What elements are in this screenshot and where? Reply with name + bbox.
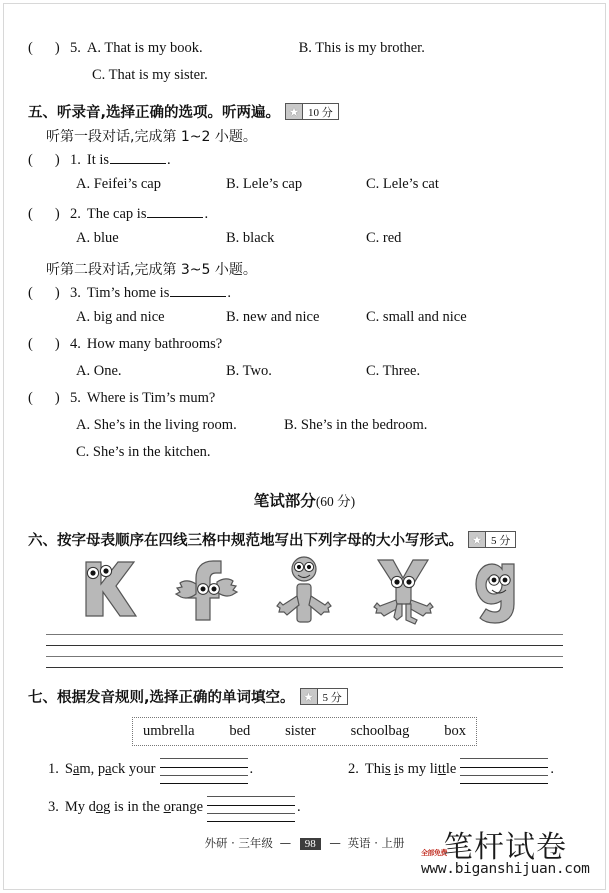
option-2-c: C. red — [366, 230, 402, 246]
cartoon-letter-g — [460, 556, 544, 626]
watermark-brand: 笔杆试卷 — [443, 830, 567, 865]
question-stem-1: It is — [86, 151, 110, 168]
section-seven-score-badge — [300, 688, 348, 705]
section-six-score-value: 5 分 — [491, 534, 511, 547]
watermark — [421, 825, 601, 877]
question-row-5 — [28, 390, 581, 415]
answer-bracket-4[interactable]: ( ) — [28, 336, 60, 352]
question-stem-tail-2: . — [204, 205, 209, 222]
carryover-option-c: C. That is my sister. — [92, 67, 208, 83]
page-number: 98 — [300, 838, 321, 850]
grid-line-4 — [46, 667, 563, 668]
fill-blank-1[interactable] — [160, 758, 248, 784]
grid-line-3 — [46, 656, 563, 657]
star-icon: ★ — [301, 689, 318, 704]
fill-row-1 — [48, 758, 561, 778]
cartoon-letter-y — [361, 556, 445, 626]
question-stem-3: Tim’s home is — [86, 284, 170, 301]
section-six-header — [28, 529, 581, 550]
question-stem-5: Where is Tim’s mum? — [86, 390, 216, 406]
question-row-3 — [28, 282, 581, 307]
cartoon-letter-i — [262, 556, 346, 626]
fill-item-2 — [348, 758, 554, 778]
section-six-heading: 六、按字母表顺序在四线三格中规范地写出下列字母的大小写形式。 — [28, 533, 463, 549]
carryover-question-row — [28, 40, 581, 65]
star-icon: ★ — [469, 532, 486, 547]
section-five-score-value: 10 分 — [308, 106, 333, 119]
answer-bracket-1[interactable]: ( ) — [28, 151, 60, 168]
carryover-option-c-row — [28, 67, 581, 92]
option-1-a: A. Feifei’s cap — [76, 176, 161, 192]
options-row-3 — [28, 309, 581, 334]
section-six-score-badge — [468, 531, 516, 548]
question-stem-tail-3: . — [227, 284, 231, 301]
word-bank-item[interactable]: schoolbag — [350, 723, 410, 739]
section-five-score-badge — [285, 103, 339, 120]
fill-blank-2[interactable] — [460, 758, 548, 784]
question-number-2: 2. — [70, 205, 81, 222]
question-stem-2: The cap is — [86, 205, 147, 222]
question-stem-tail-1: . — [167, 151, 171, 168]
star-icon: ★ — [286, 104, 303, 119]
cartoon-letters-row — [28, 554, 581, 626]
fill-item-number-3: 3. — [48, 799, 59, 815]
fill-item-tail-2: . — [550, 761, 554, 777]
option-5-a: A. She’s in the living room. — [76, 417, 237, 433]
option-1-c: C. Lele’s cat — [366, 176, 439, 192]
fill-in-blank-items — [28, 758, 581, 816]
cartoon-letter-f — [164, 556, 248, 626]
watermark-free-label: 全部免费 — [421, 849, 447, 857]
word-bank — [132, 717, 477, 746]
options-row-5 — [28, 417, 581, 442]
options-row-4 — [28, 363, 581, 388]
option-5-b: B. She’s in the bedroom. — [284, 417, 428, 433]
written-part-title — [28, 489, 581, 511]
fill-row-2 — [48, 796, 561, 816]
question-blank-1[interactable] — [110, 149, 166, 164]
written-part-title-zh: 笔试部分 — [253, 492, 316, 510]
answer-bracket[interactable]: ( ) — [28, 40, 60, 56]
fill-item-tail-3: . — [297, 799, 301, 815]
carryover-option-b: B. This is my brother. — [298, 40, 425, 56]
section-seven-header — [28, 686, 581, 707]
question-blank-2[interactable] — [147, 203, 203, 218]
fill-item-number-1: 1. — [48, 761, 59, 777]
option-4-a: A. One. — [76, 363, 122, 379]
fill-item-1 — [48, 758, 348, 778]
cartoon-letter-k — [65, 556, 149, 626]
carryover-option-a: A. That is my book. — [86, 40, 203, 56]
question-number-1: 1. — [70, 151, 81, 168]
word-bank-item[interactable]: bed — [229, 723, 251, 739]
question-stem-4: How many bathrooms? — [86, 336, 223, 352]
fill-item-tail-1: . — [249, 761, 254, 777]
section-five-subinstruction-1: 听第一段对话,完成第 1~2 小题。 — [46, 129, 257, 145]
fill-item-number-2: 2. — [348, 761, 359, 777]
section-seven-score-value: 5 分 — [322, 691, 342, 704]
option-3-a: A. big and nice — [76, 309, 165, 325]
question-number-3: 3. — [70, 284, 81, 301]
option-4-c: C. Three. — [366, 363, 421, 379]
options-row-2 — [28, 230, 581, 255]
option-5-c: C. She’s in the kitchen. — [76, 444, 211, 460]
question-blank-3[interactable] — [170, 282, 226, 297]
option-3-b: B. new and nice — [226, 309, 320, 325]
section-five-subinstruction-2: 听第二段对话,完成第 3~5 小题。 — [46, 262, 257, 278]
answer-bracket-5[interactable]: ( ) — [28, 390, 60, 406]
answer-bracket-2[interactable]: ( ) — [28, 205, 60, 222]
written-part-title-score: (60 分) — [315, 494, 356, 509]
section-five-heading: 五、听录音,选择正确的选项。听两遍。 — [28, 105, 281, 121]
section-five-header — [28, 101, 581, 122]
answer-bracket-3[interactable]: ( ) — [28, 284, 60, 301]
grid-line-2 — [46, 645, 563, 646]
section-seven-heading: 七、根据发音规则,选择正确的单词填空。 — [28, 690, 295, 706]
option-3-c: C. small and nice — [366, 309, 467, 325]
question-row-1 — [28, 149, 581, 174]
fill-item-text-2: This is my little — [364, 761, 457, 777]
question-row-2 — [28, 203, 581, 228]
footer-textbook: 外研 · 三年级 — [204, 836, 273, 850]
fill-item-3 — [48, 796, 301, 816]
option-2-b: B. black — [226, 230, 275, 246]
four-line-writing-grid[interactable] — [46, 634, 563, 672]
word-bank-item[interactable]: sister — [285, 723, 316, 739]
watermark-url: www.biganshijuan.com — [421, 861, 590, 877]
fill-item-text-1: Sam, pack your — [64, 761, 156, 777]
footer-dash-right: — — [329, 836, 341, 850]
option-1-b: B. Lele’s cap — [226, 176, 303, 192]
fill-item-text-3: My dog is in the orange — [64, 799, 204, 815]
options-row-1 — [28, 176, 581, 201]
word-bank-item[interactable]: box — [444, 723, 466, 739]
option-2-a: A. blue — [76, 230, 119, 246]
word-bank-item[interactable]: umbrella — [143, 723, 195, 739]
carryover-number: 5. — [70, 40, 81, 56]
question-number-4: 4. — [70, 336, 81, 352]
footer-dash-left: — — [279, 836, 292, 850]
watermark-top — [421, 825, 601, 865]
options-row-5b — [28, 444, 581, 469]
question-row-4 — [28, 336, 581, 361]
option-4-b: B. Two. — [226, 363, 272, 379]
question-number-5: 5. — [70, 390, 81, 406]
grid-line-1 — [46, 634, 563, 635]
footer-subject: 英语 · 上册 — [347, 836, 405, 850]
page-footer — [0, 817, 609, 879]
